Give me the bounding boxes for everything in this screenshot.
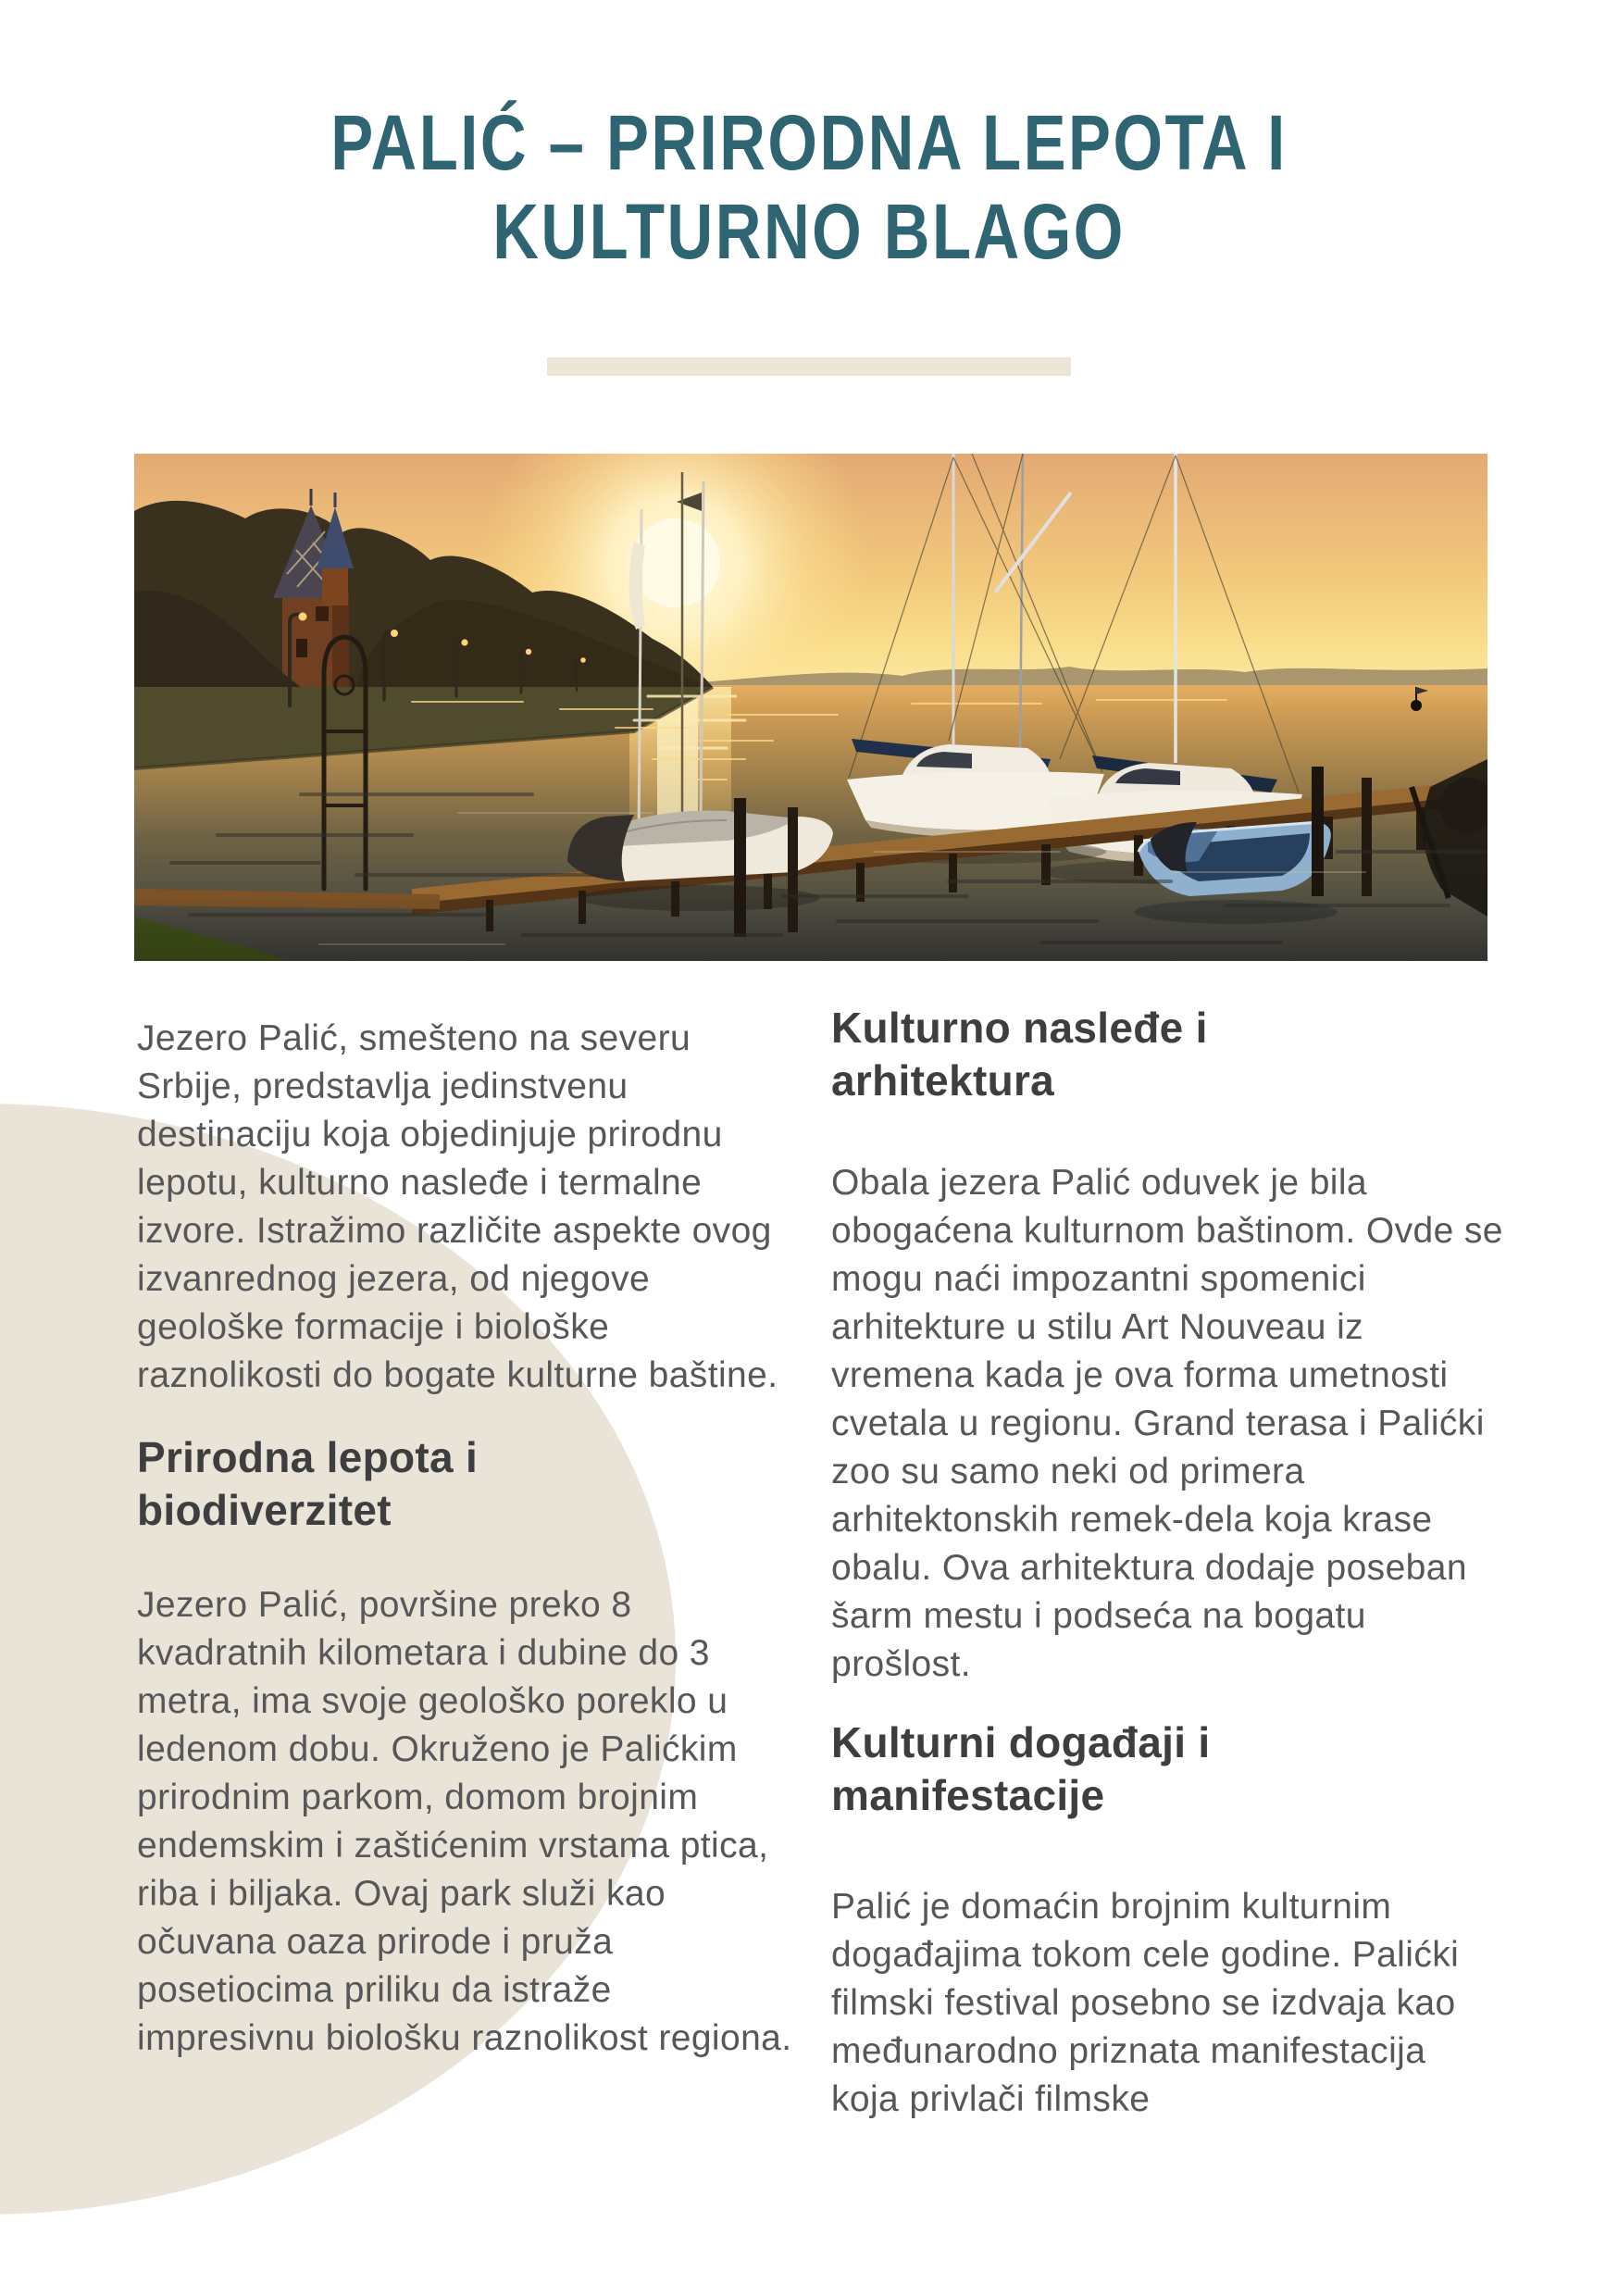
events-paragraph: Palić je domaćin brojnim kulturnim događajima tokom cele godine. Palićki filmski festival posebno se izdvaja kao međunarodno priznata manifestacija koja privlači filmske bbox=[831, 1887, 1460, 2119]
title-divider bbox=[547, 357, 1071, 376]
heading-nature-line-1: Prirodna lepota i bbox=[137, 1433, 479, 1481]
foreground-shade bbox=[134, 896, 1487, 961]
lake-sunset-illustration bbox=[134, 454, 1487, 961]
left-column bbox=[137, 1015, 800, 2063]
heading-nature-line-2: biodiverzitet bbox=[137, 1486, 392, 1534]
heading-events-line-2: manifestacije bbox=[831, 1771, 1105, 1819]
page-title bbox=[145, 98, 1472, 276]
section-heading-heritage bbox=[831, 1002, 1503, 1107]
lake-photo bbox=[134, 454, 1487, 961]
nature-paragraph: Jezero Palić, površine preko 8 kvadratnih kilometara i dubine do 3 metra, ima svoje geološko poreklo u ledenom dobu. Okruženo je Palićkim prirodnim parkom, domom brojnim endemskim i zaštićenim vrstama ptica, riba i biljaka. Ovaj park služi kao očuvana oaza prirode i pruža posetiocima priliku da istraže impresivnu biološku raznolikost regiona. bbox=[137, 1585, 792, 2058]
page-title-line-1: PALIĆ – PRIRODNA LEPOTA I bbox=[330, 99, 1288, 187]
intro-paragraph: Jezero Palić, smešteno na severu Srbije, predstavlja jedinstvenu destinaciju koja objedinjuje prirodnu lepotu, kulturno nasleđe i termalne izvore. Istražimo različite aspekte ovog izvanrednog jezera, od njegove geološke formacije i biološke raznolikosti do bogate kulturne baštine. bbox=[137, 1018, 778, 1395]
heading-heritage-line-2: arhitektura bbox=[831, 1056, 1055, 1104]
page-title-line-2: KULTURNO BLAGO bbox=[492, 188, 1126, 276]
section-heading-nature bbox=[137, 1431, 800, 1537]
section-heading-events bbox=[831, 1716, 1503, 1822]
heading-heritage-line-1: Kulturno nasleđe i bbox=[831, 1004, 1208, 1052]
heritage-paragraph: Obala jezera Palić oduvek je bila obogaćena kulturnom baštinom. Ovde se mogu naći impozantni spomenici arhitekture u stilu Art Nouveau iz vremena kada je ova forma umetnosti cvetala u regionu. Grand terasa i Palićki zoo su samo neki od primera arhitektonskih remek-dela koja krase obalu. Ova arhitektura dodaje poseban šarm mestu i podseća na bogatu prošlost. bbox=[831, 1163, 1503, 1684]
right-column bbox=[831, 1002, 1503, 2124]
heading-events-line-1: Kulturni događaji i bbox=[831, 1718, 1211, 1766]
